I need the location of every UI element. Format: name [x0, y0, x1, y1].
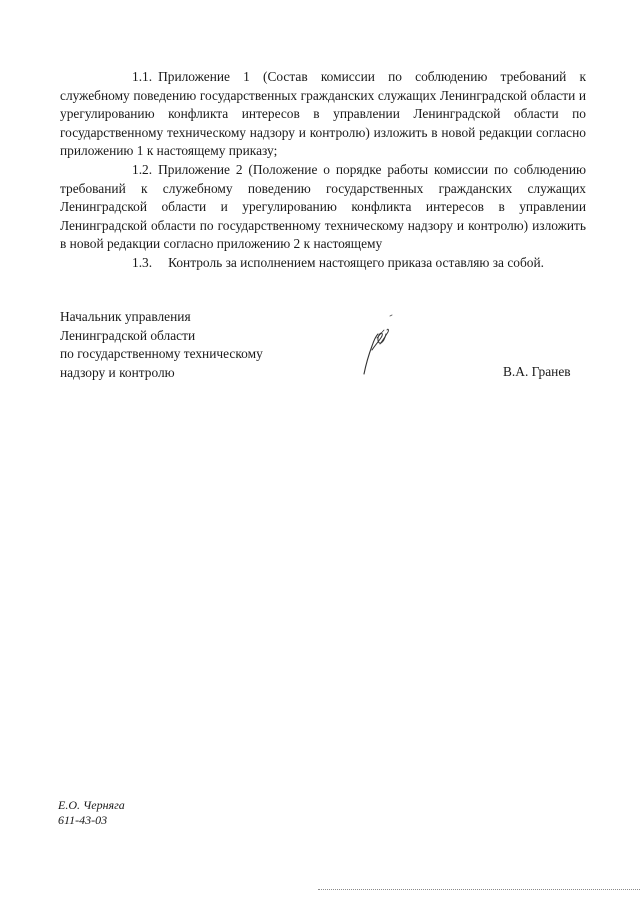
handwritten-signature: [352, 310, 402, 382]
paragraph-number: 1.1.: [132, 69, 153, 84]
paragraph-1-1: [60, 68, 586, 161]
footer-dotted-line: [318, 889, 640, 890]
position-line: по государственному техническому: [60, 346, 263, 362]
paragraph-number: 1.2.: [132, 161, 153, 177]
position-line: Начальник управления: [60, 309, 191, 324]
executor-name: Е.О. Черняга: [58, 798, 125, 812]
executor-phone: 611-43-03: [58, 813, 108, 827]
paragraph-text: Приложение 1 (Состав комиссии по соблюдению требований к служебному поведению государственных гражданских служащих Ленинградской области и урегулированию конфликта интересов в управлении Ленинградской области по государственному техническому надзору и контролю) изложить в новой редакции согласно приложению 1 к настоящему приказу;: [60, 69, 586, 159]
position-line: надзору и контролю: [60, 364, 175, 380]
paragraph-1-3: [60, 254, 586, 273]
paragraph-1-2: [60, 161, 586, 254]
position-line: Ленинградской области: [60, 327, 196, 343]
executor-info: [58, 798, 125, 828]
paragraph-number: 1.3.: [132, 254, 153, 270]
paragraph-text: Контроль за исполнением настоящего приказа оставляю за собой.: [168, 254, 544, 270]
signatory-position: [60, 308, 320, 382]
order-body: [60, 68, 586, 273]
paragraph-text: Приложение 2 (Положение о порядке работы комиссии по соблюдению требований к служебному поведению государственных гражданских служащих Ленинградской области и урегулированию конфликта интересов в управлении Ленинградской области по государственному техническому надзору и контролю) изложить в новой редакции согласно приложению 2 к настоящему: [60, 161, 586, 252]
signatory-name: В.А. Гранев: [503, 364, 571, 379]
